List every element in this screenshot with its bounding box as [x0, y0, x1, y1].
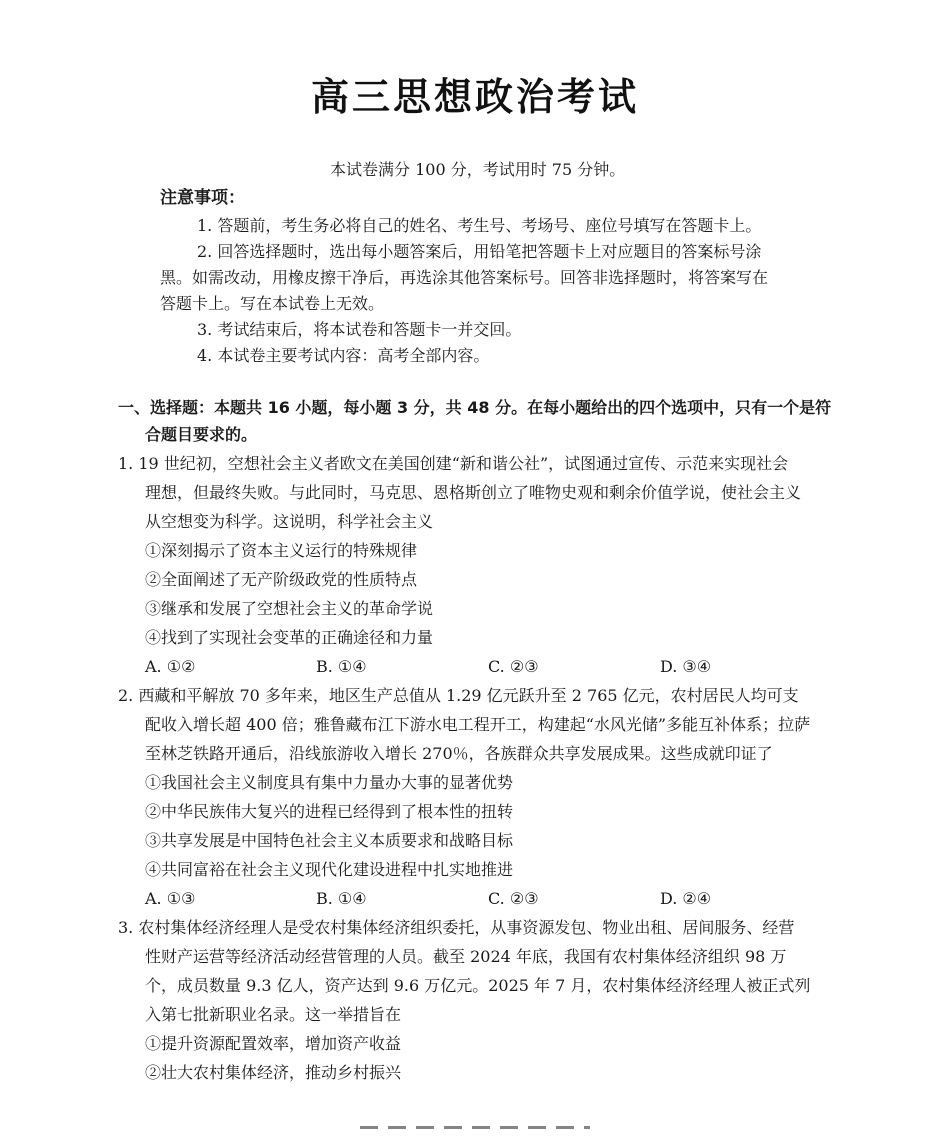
q2-option-c[interactable]: C. ②③ [488, 889, 539, 908]
q2-statement-2: ②中华民族伟大复兴的进程已经得到了根本性的扭转 [145, 802, 514, 821]
q2-stem-line-3: 至林芝铁路开通后，沿线旅游收入增长 270％，各族群众共享发展成果。这些成就印证了 [145, 744, 773, 763]
q1-stem-line-2: 理想，但最终失败。与此同时，马克思、恩格斯创立了唯物史观和剩余价值学说，使社会主义 [145, 483, 802, 502]
note-4: 4. 本试卷主要考试内容：高考全部内容。 [197, 346, 490, 365]
notes-heading: 注意事项： [160, 188, 245, 208]
q2-statement-1: ①我国社会主义制度具有集中力量办大事的显著优势 [145, 773, 514, 792]
note-1: 1. 答题前，考生务必将自己的姓名、考生号、考场号、座位号填写在答题卡上。 [197, 216, 762, 235]
q1-statement-3: ③继承和发展了空想社会主义的革命学说 [145, 599, 434, 618]
q2-option-d[interactable]: D. ②④ [660, 889, 712, 908]
q3-stem-line-2: 性财产运营等经济活动经营管理的人员。截至 2024 年底，我国有农村集体经济组织 98 万 [145, 947, 787, 966]
q1-stem-line-3: 从空想变为科学。这说明，科学社会主义 [145, 512, 434, 531]
q3-statement-1: ①提升资源配置效率，增加资产收益 [145, 1034, 402, 1053]
q1-statement-4: ④找到了实现社会变革的正确途径和力量 [145, 628, 434, 647]
q1-statement-2: ②全面阐述了无产阶级政党的性质特点 [145, 570, 418, 589]
q1-option-b[interactable]: B. ①④ [316, 657, 367, 676]
q1-option-c[interactable]: C. ②③ [488, 657, 539, 676]
q2-statement-3: ③共享发展是中国特色社会主义本质要求和战略目标 [145, 831, 514, 850]
note-2-line-2: 黑。如需改动，用橡皮擦干净后，再选涂其他答案标号。回答非选择题时，将答案写在 [160, 268, 769, 287]
q1-statement-1: ①深刻揭示了资本主义运行的特殊规律 [145, 541, 418, 560]
q2-stem-line-2: 配收入增长超 400 倍；雅鲁藏布江下游水电工程开工，构建起“水风光储”多能互补体系；拉萨 [145, 715, 811, 734]
note-2-line-1: 2. 回答选择题时，选出每小题答案后，用铅笔把答题卡上对应题目的答案标号涂 [197, 242, 762, 261]
q3-statement-2: ②壮大农村集体经济，推动乡村振兴 [145, 1063, 402, 1082]
q1-stem-line-1: 1. 19 世纪初，空想社会主义者欧文在美国创建“新和谐公社”，试图通过宣传、示范来实现社会 [118, 454, 789, 473]
q3-stem-line-1: 3. 农村集体经济经理人是受农村集体经济组织委托，从事资源发包、物业出租、居间服务、经营 [118, 918, 795, 937]
q2-stem-line-1: 2. 西藏和平解放 70 多年来，地区生产总值从 1.29 亿元跃升至 2 765 亿元，农村居民人均可支 [118, 686, 799, 705]
section-heading-line-1: 一、选择题：本题共 16 小题，每小题 3 分，共 48 分。在每小题给出的四个选项中，只有一个是符 [118, 398, 832, 417]
q1-option-a[interactable]: A. ①② [145, 657, 196, 676]
q3-stem-line-4: 入第七批新职业名录。这一举措旨在 [145, 1005, 402, 1024]
note-3: 3. 考试结束后，将本试卷和答题卡一并交回。 [197, 320, 522, 339]
page-title: 高三思想政治考试 [310, 75, 639, 119]
q2-option-a[interactable]: A. ①③ [145, 889, 196, 908]
section-heading-line-2: 合题目要求的。 [145, 425, 258, 444]
q2-statement-4: ④共同富裕在社会主义现代化建设进程中扎实地推进 [145, 860, 514, 879]
cropped-footer-text [360, 1126, 590, 1129]
q3-stem-line-3: 个，成员数量 9.3 亿人，资产达到 9.6 万亿元。2025 年 7 月，农村集体经济经理人被正式列 [145, 976, 811, 995]
note-2-line-3: 答题卡上。写在本试卷上无效。 [160, 294, 385, 313]
q1-option-d[interactable]: D. ③④ [660, 657, 712, 676]
q2-option-b[interactable]: B. ①④ [316, 889, 367, 908]
exam-subtitle: 本试卷满分 100 分，考试用时 75 分钟。 [330, 160, 626, 179]
